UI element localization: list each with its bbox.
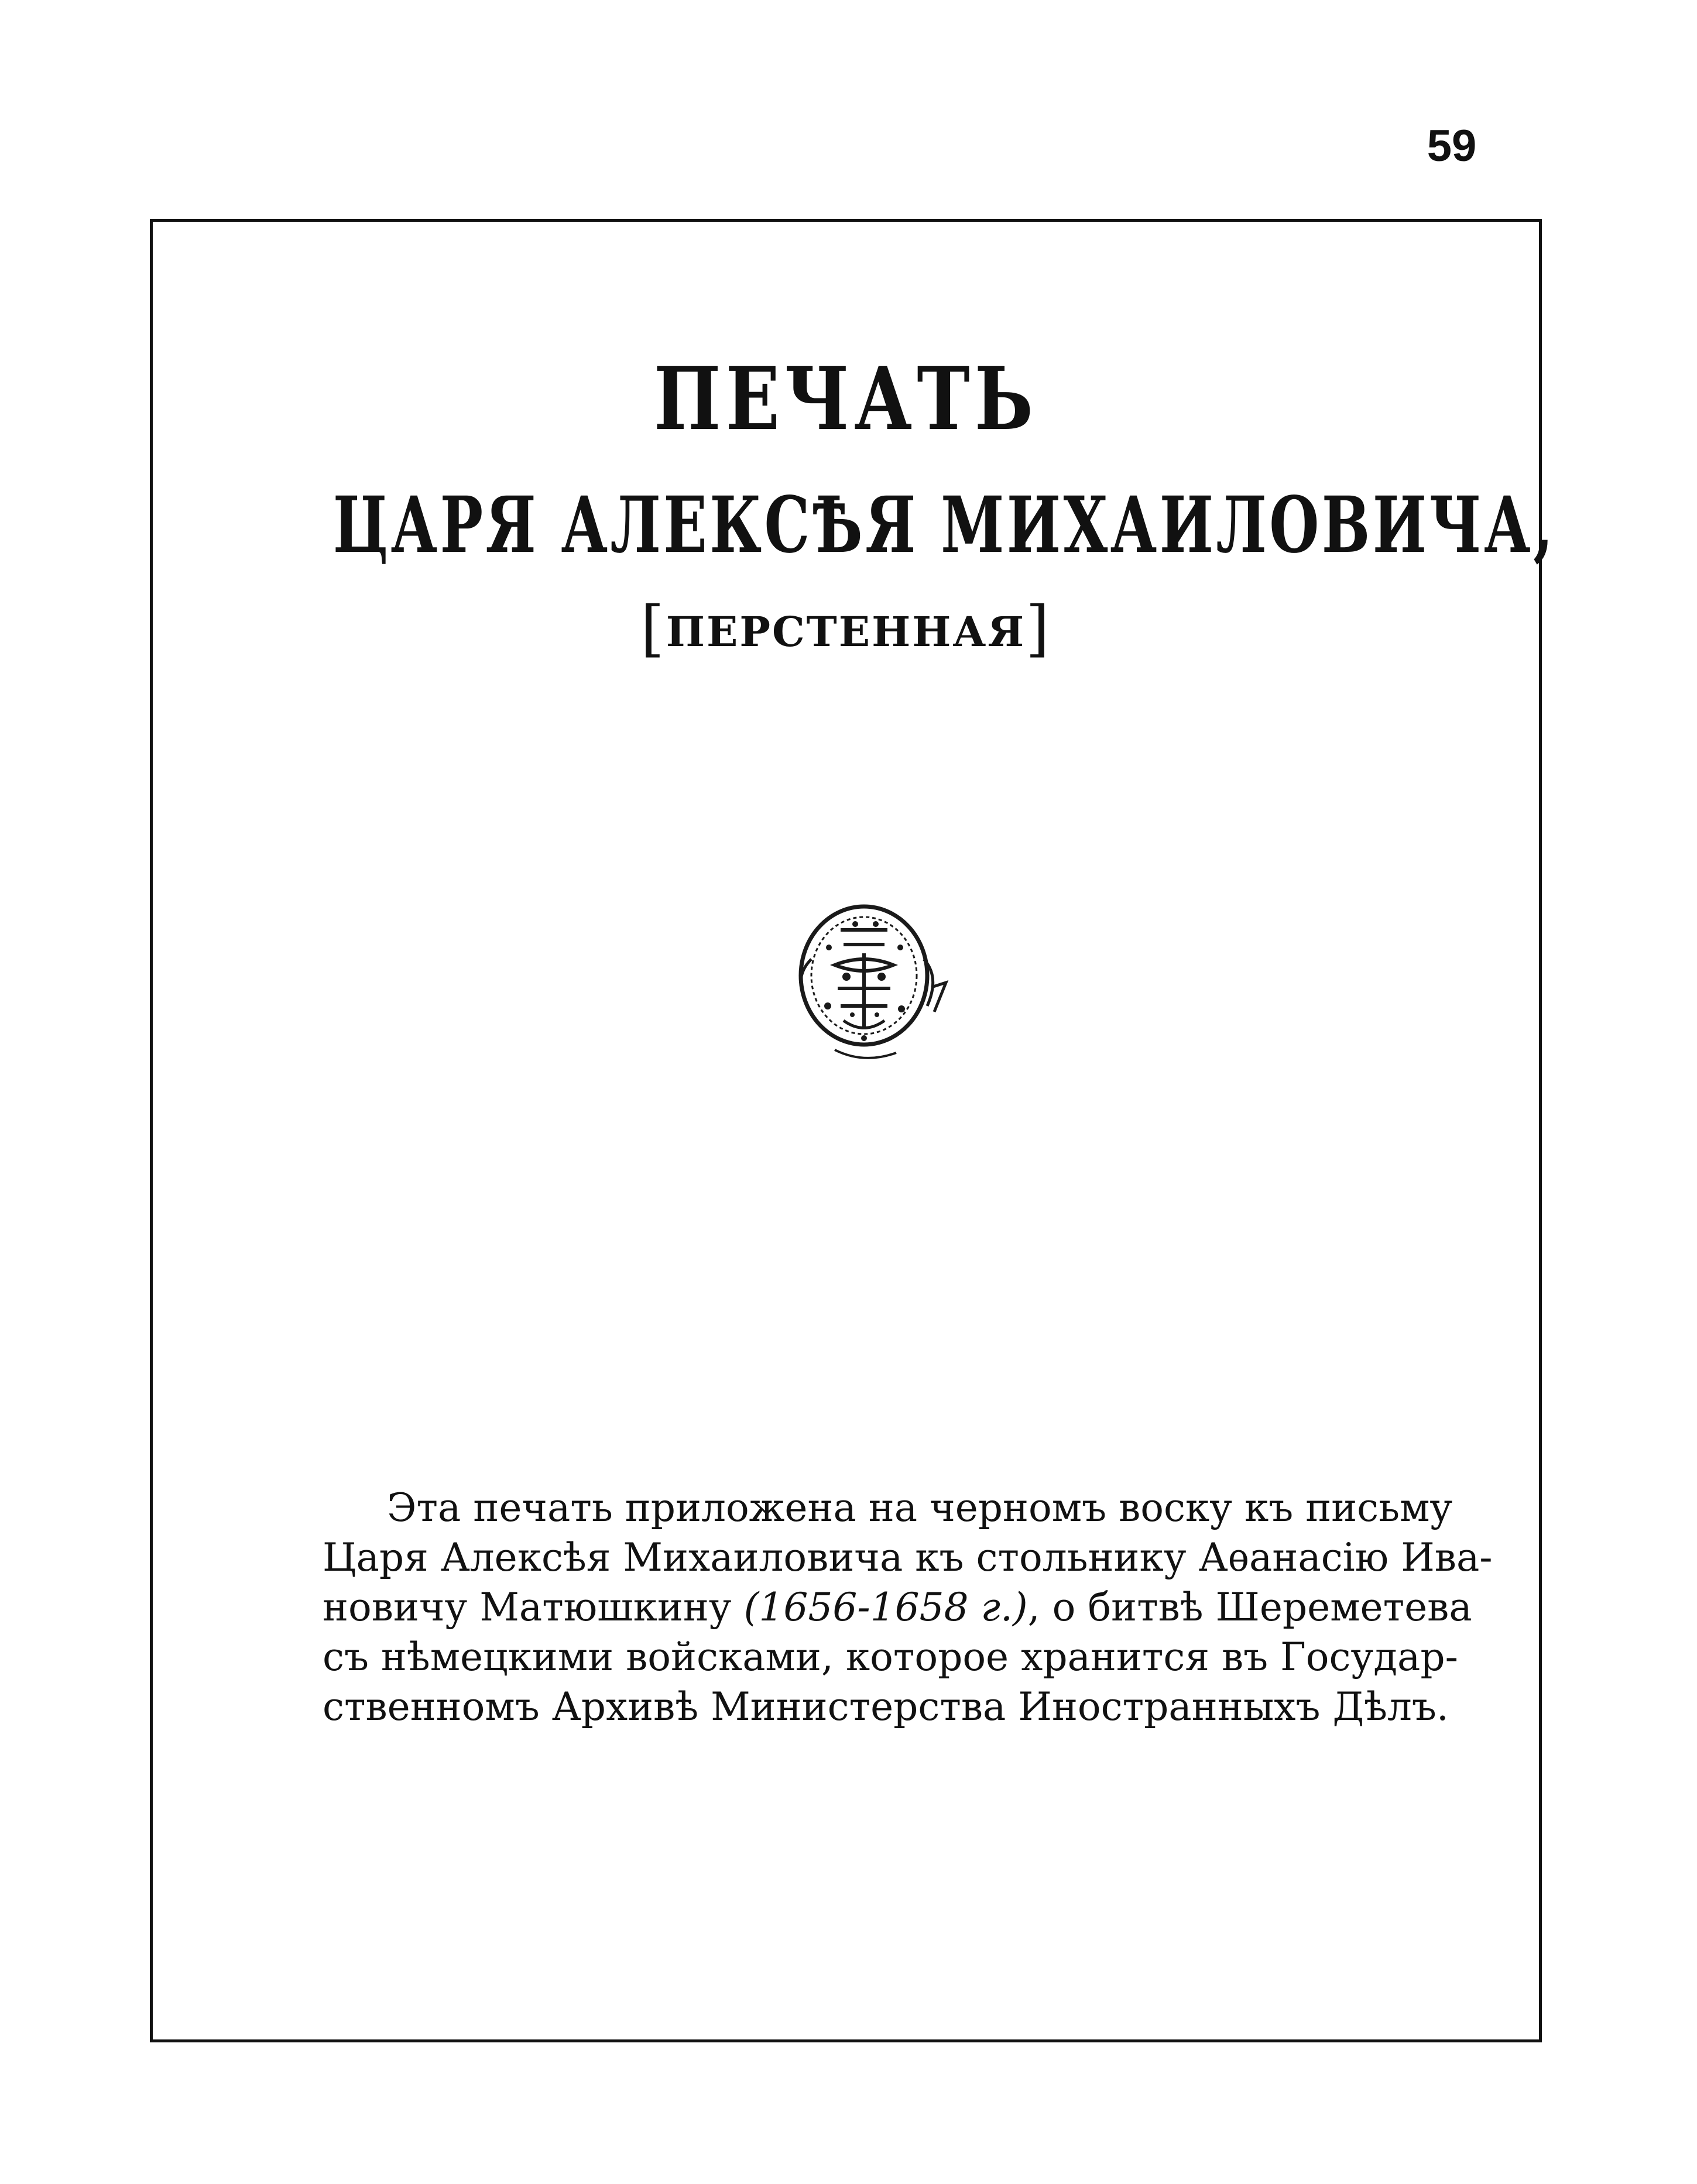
seal-impression-icon — [770, 889, 958, 1070]
subtitle-close-bracket: ] — [1026, 593, 1051, 664]
body-line: Эта печать приложена на черномъ воску къ письму — [387, 1485, 1453, 1530]
subtitle — [153, 593, 1539, 664]
page-number: 59 — [1427, 121, 1477, 171]
subtitle-text: ПЕРСТЕННАЯ — [666, 607, 1026, 656]
title-line-2: ЦАРЯ АЛЕКСѢЯ МИХАИЛОВИЧА, — [332, 480, 1556, 571]
body-line: Царя Алексѣя Михаиловича къ стольнику Аѳанасію Ива- — [323, 1535, 1493, 1580]
body-line: ственномъ Архивѣ Министерства Иностранныхъ Дѣлъ. — [323, 1684, 1449, 1729]
subtitle-open-bracket: [ — [640, 593, 666, 664]
page-frame — [150, 219, 1556, 2042]
body-paragraph — [323, 1483, 1493, 1732]
title-line-1: ПЕЧАТЬ — [653, 348, 1038, 449]
body-line-part: новичу Матюшкину — [323, 1585, 732, 1630]
body-line-part: , о битвѣ Шереметева — [1027, 1585, 1472, 1630]
body-line — [323, 1582, 1472, 1632]
date-handwritten: (1656-1658 г.) — [743, 1585, 1028, 1630]
body-line: съ нѣмецкими войсками, которое хранится въ Государ- — [323, 1634, 1458, 1680]
